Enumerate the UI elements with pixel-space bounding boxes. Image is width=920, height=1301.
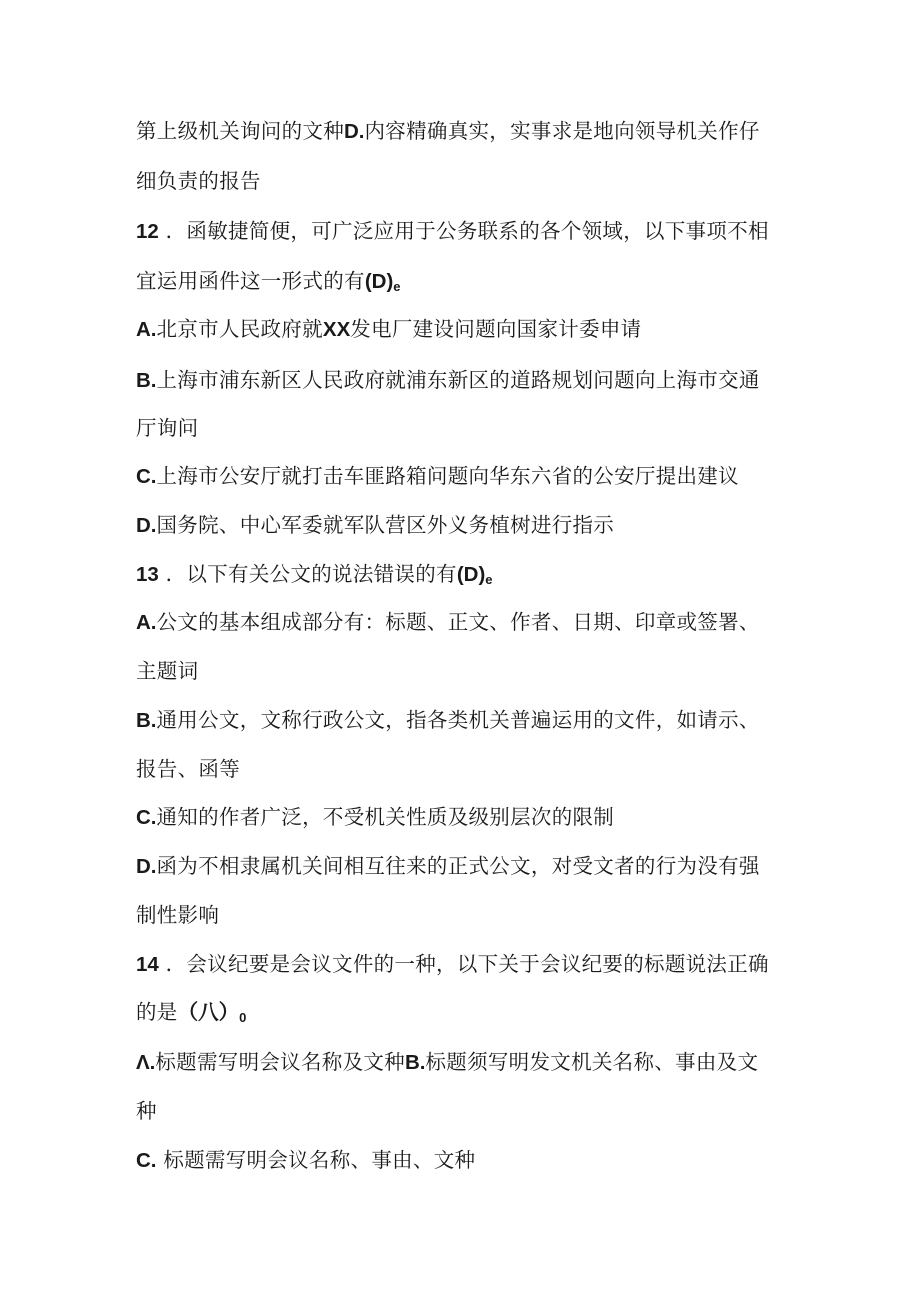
text-segment: 制性影响 <box>136 903 220 927</box>
text-segment: Λ. <box>136 1051 156 1074</box>
text-segment: (D) <box>456 563 486 586</box>
text-segment: 标题需写明会议名称及文种 <box>155 1050 405 1074</box>
text-line <box>136 167 836 195</box>
text-segment: B. <box>136 369 157 392</box>
text-segment: C. <box>136 806 157 829</box>
text-segment: A. <box>136 318 157 341</box>
text-segment: 发电厂建设问题向国家计委申请 <box>350 317 642 341</box>
text-line <box>136 267 836 301</box>
text-segment: ．以下有关公文的说法错误的有 <box>158 562 457 586</box>
text-segment: 主题词 <box>136 659 199 683</box>
text-segment: ．函敏捷简便，可广泛应用于公务联系的各个领域，以下事项不相 <box>158 219 769 243</box>
text-segment: 北京市人民政府就 <box>156 317 323 341</box>
text-segment: C. <box>136 1149 157 1172</box>
text-segment: 上海市浦东新区人民政府就浦东新区的道路规划问题向上海市交通 <box>156 368 760 392</box>
text-segment: 厅询问 <box>136 416 199 440</box>
text-line <box>136 511 836 540</box>
text-segment: C. <box>136 465 157 488</box>
text-segment: XX <box>322 318 351 341</box>
text-line <box>136 950 836 979</box>
text-segment: 0 <box>239 1010 247 1025</box>
text-line <box>136 657 836 685</box>
text-line <box>136 1146 836 1175</box>
text-segment: （八） <box>177 1001 240 1024</box>
text-segment: 公文的基本组成部分有：标题、正文、作者、日期、印章或签署、 <box>156 610 760 634</box>
text-segment: (D) <box>364 270 394 293</box>
text-segment: 种 <box>136 1099 157 1123</box>
text-segment: 上海市公安厅就打击车匪路箱问题向华东六省的公安厅提出建议 <box>156 464 739 488</box>
text-segment: 内容精确真实，实事求是地向领导机关作仔 <box>364 119 760 143</box>
text-segment: 宜运用函件这一形式的有 <box>136 269 365 293</box>
text-line <box>136 608 836 637</box>
text-line <box>136 560 836 594</box>
text-segment: ．会议纪要是会议文件的一种，以下关于会议纪要的标题说法正确 <box>158 952 769 976</box>
text-line <box>136 998 836 1032</box>
text-segment: e <box>485 572 493 587</box>
text-segment: 国务院、中心军委就军队营区外义务植树进行指示 <box>156 513 615 537</box>
text-segment: D. <box>344 120 365 143</box>
text-line <box>136 755 836 783</box>
text-line <box>136 315 836 344</box>
text-segment: 标题须写明发文机关名称、事由及文 <box>425 1050 759 1074</box>
text-line <box>136 462 836 491</box>
text-segment: e <box>393 279 401 294</box>
text-segment: 标题需写明会议名称、事由、文种 <box>156 1148 476 1172</box>
text-line <box>136 414 836 442</box>
text-line <box>136 1048 836 1077</box>
text-segment: 13 <box>136 563 159 586</box>
text-line <box>136 217 836 246</box>
text-segment: 函为不相隶属机关间相互往来的正式公文，对受文者的行为没有强 <box>156 854 760 878</box>
text-segment: 12 <box>136 220 159 243</box>
text-segment: 的是 <box>136 1000 178 1024</box>
text-segment: 通知的作者广泛，不受机关性质及级别层次的限制 <box>156 805 615 829</box>
text-line <box>136 1097 836 1125</box>
text-segment: D. <box>136 855 157 878</box>
text-line <box>136 852 836 881</box>
text-segment: D. <box>136 514 157 537</box>
text-line <box>136 706 836 735</box>
text-segment: 第上级机关询问的文种 <box>136 119 344 143</box>
text-line <box>136 117 836 146</box>
text-segment: 14 <box>136 953 159 976</box>
text-segment: B. <box>404 1051 426 1074</box>
text-segment: 细负责的报告 <box>136 169 261 193</box>
text-line <box>136 366 836 395</box>
text-segment: B. <box>136 709 157 732</box>
text-segment: 通用公文，文称行政公文，指各类机关普遍运用的文件，如请示、 <box>156 708 760 732</box>
text-line <box>136 803 836 832</box>
text-segment: 报告、函等 <box>136 757 240 781</box>
text-segment: A. <box>136 611 157 634</box>
text-line <box>136 901 836 929</box>
